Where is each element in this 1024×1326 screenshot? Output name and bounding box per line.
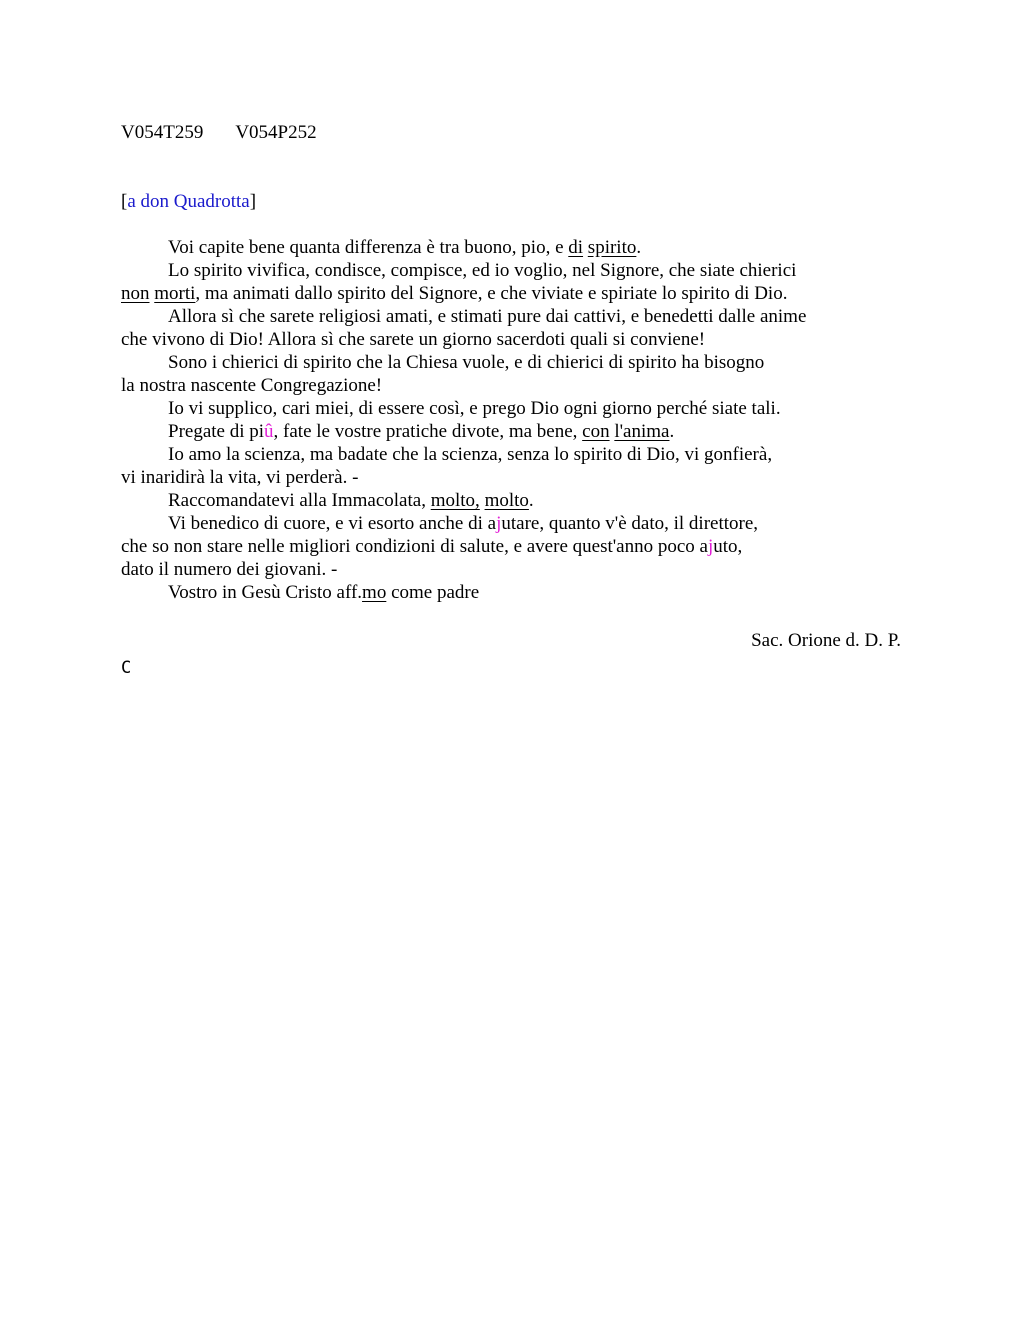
text-run: . [636,237,642,258]
text-run: come padre [386,582,480,603]
end-mark: C [121,658,132,678]
letter-line [121,374,901,397]
underlined-text: molto [484,490,529,511]
text-run: che vivono di Dio! Allora sì che sarete un giorno sacerdoti quali si conviene! [121,329,706,350]
letter-line [121,512,901,535]
letter-line [121,535,901,558]
recipient-close-bracket: ] [249,191,257,212]
letter-line [121,236,901,259]
letter-line [121,282,901,305]
underlined-text: molto, [430,490,480,511]
underlined-text: non [121,283,150,304]
text-run: Raccomandatevi alla Immacolata, [168,490,431,511]
text-run: Allora sì che sarete religiosi amati, e stimati pure dai cattivi, e benedetti dalle anime [168,306,807,327]
letter-line [121,581,901,604]
text-run: dato il numero dei giovani. - [121,559,338,580]
letter-line [121,328,901,351]
highlighted-letter: j [496,513,502,534]
text-run: uto, [713,536,743,557]
text-run: Pregate di pi [168,421,265,442]
underlined-text: spirito [587,237,637,258]
letter-line [121,420,901,443]
text-run: Io amo la scienza, ma badate che la scienza, senza lo spirito di Dio, vi gonfierà, [168,444,773,465]
letter-line [121,305,901,328]
text-run: Vostro in Gesù Cristo aff. [168,582,363,603]
recipient-open-bracket: [ [121,191,128,212]
signature: Sac. Orione d. D. P. [751,630,901,651]
text-run: vi inaridirà la vita, vi perderà. - [121,467,359,488]
text-run: che so non stare nelle migliori condizioni di salute, e avere quest'anno poco a [121,536,708,557]
text-run: , fate le vostre pratiche divote, ma bene, [273,421,583,442]
text-run: Voi capite bene quanta differenza è tra buono, pio, e [168,237,569,258]
letter-line [121,466,901,489]
text-run: utare, quanto v'è dato, il direttore, [501,513,759,534]
letter-line [121,259,901,282]
text-run: . [669,421,675,442]
letter-line [121,489,901,512]
letter-line [121,351,901,374]
underlined-text: l'anima [614,421,670,442]
volume-page-code: V054P252 [235,122,317,143]
recipient-line [121,190,256,213]
text-run: . [528,490,534,511]
underlined-text: mo [362,582,387,603]
text-run: , ma animati dallo spirito del Signore, e che viviate e spiriate lo spirito di Dio. [195,283,788,304]
text-run: Io vi supplico, cari miei, di essere così, e prego Dio ogni giorno perché siate tali. [168,398,781,419]
recipient-name: a don Quadrotta [127,191,250,212]
volume-text-code: V054T259 [121,122,204,143]
highlighted-letter: j [707,536,714,557]
text-run: Sono i chierici di spirito che la Chiesa vuole, e di chierici di spirito ha bisogno [168,352,765,373]
text-run: Lo spirito vivifica, condisce, compisce, ed io voglio, nel Signore, che siate chierici [168,260,797,281]
underlined-text: con [582,421,610,442]
document-codes [121,121,317,144]
underlined-text: morti [154,283,196,304]
letter-body [121,236,901,604]
highlighted-letter: û [264,421,274,442]
text-run: Vi benedico di cuore, e vi esorto anche di a [168,513,497,534]
letter-line [121,558,901,581]
letter-line [121,443,901,466]
letter-line [121,397,901,420]
underlined-text: di [568,237,584,258]
text-run: la nostra nascente Congregazione! [121,375,383,396]
